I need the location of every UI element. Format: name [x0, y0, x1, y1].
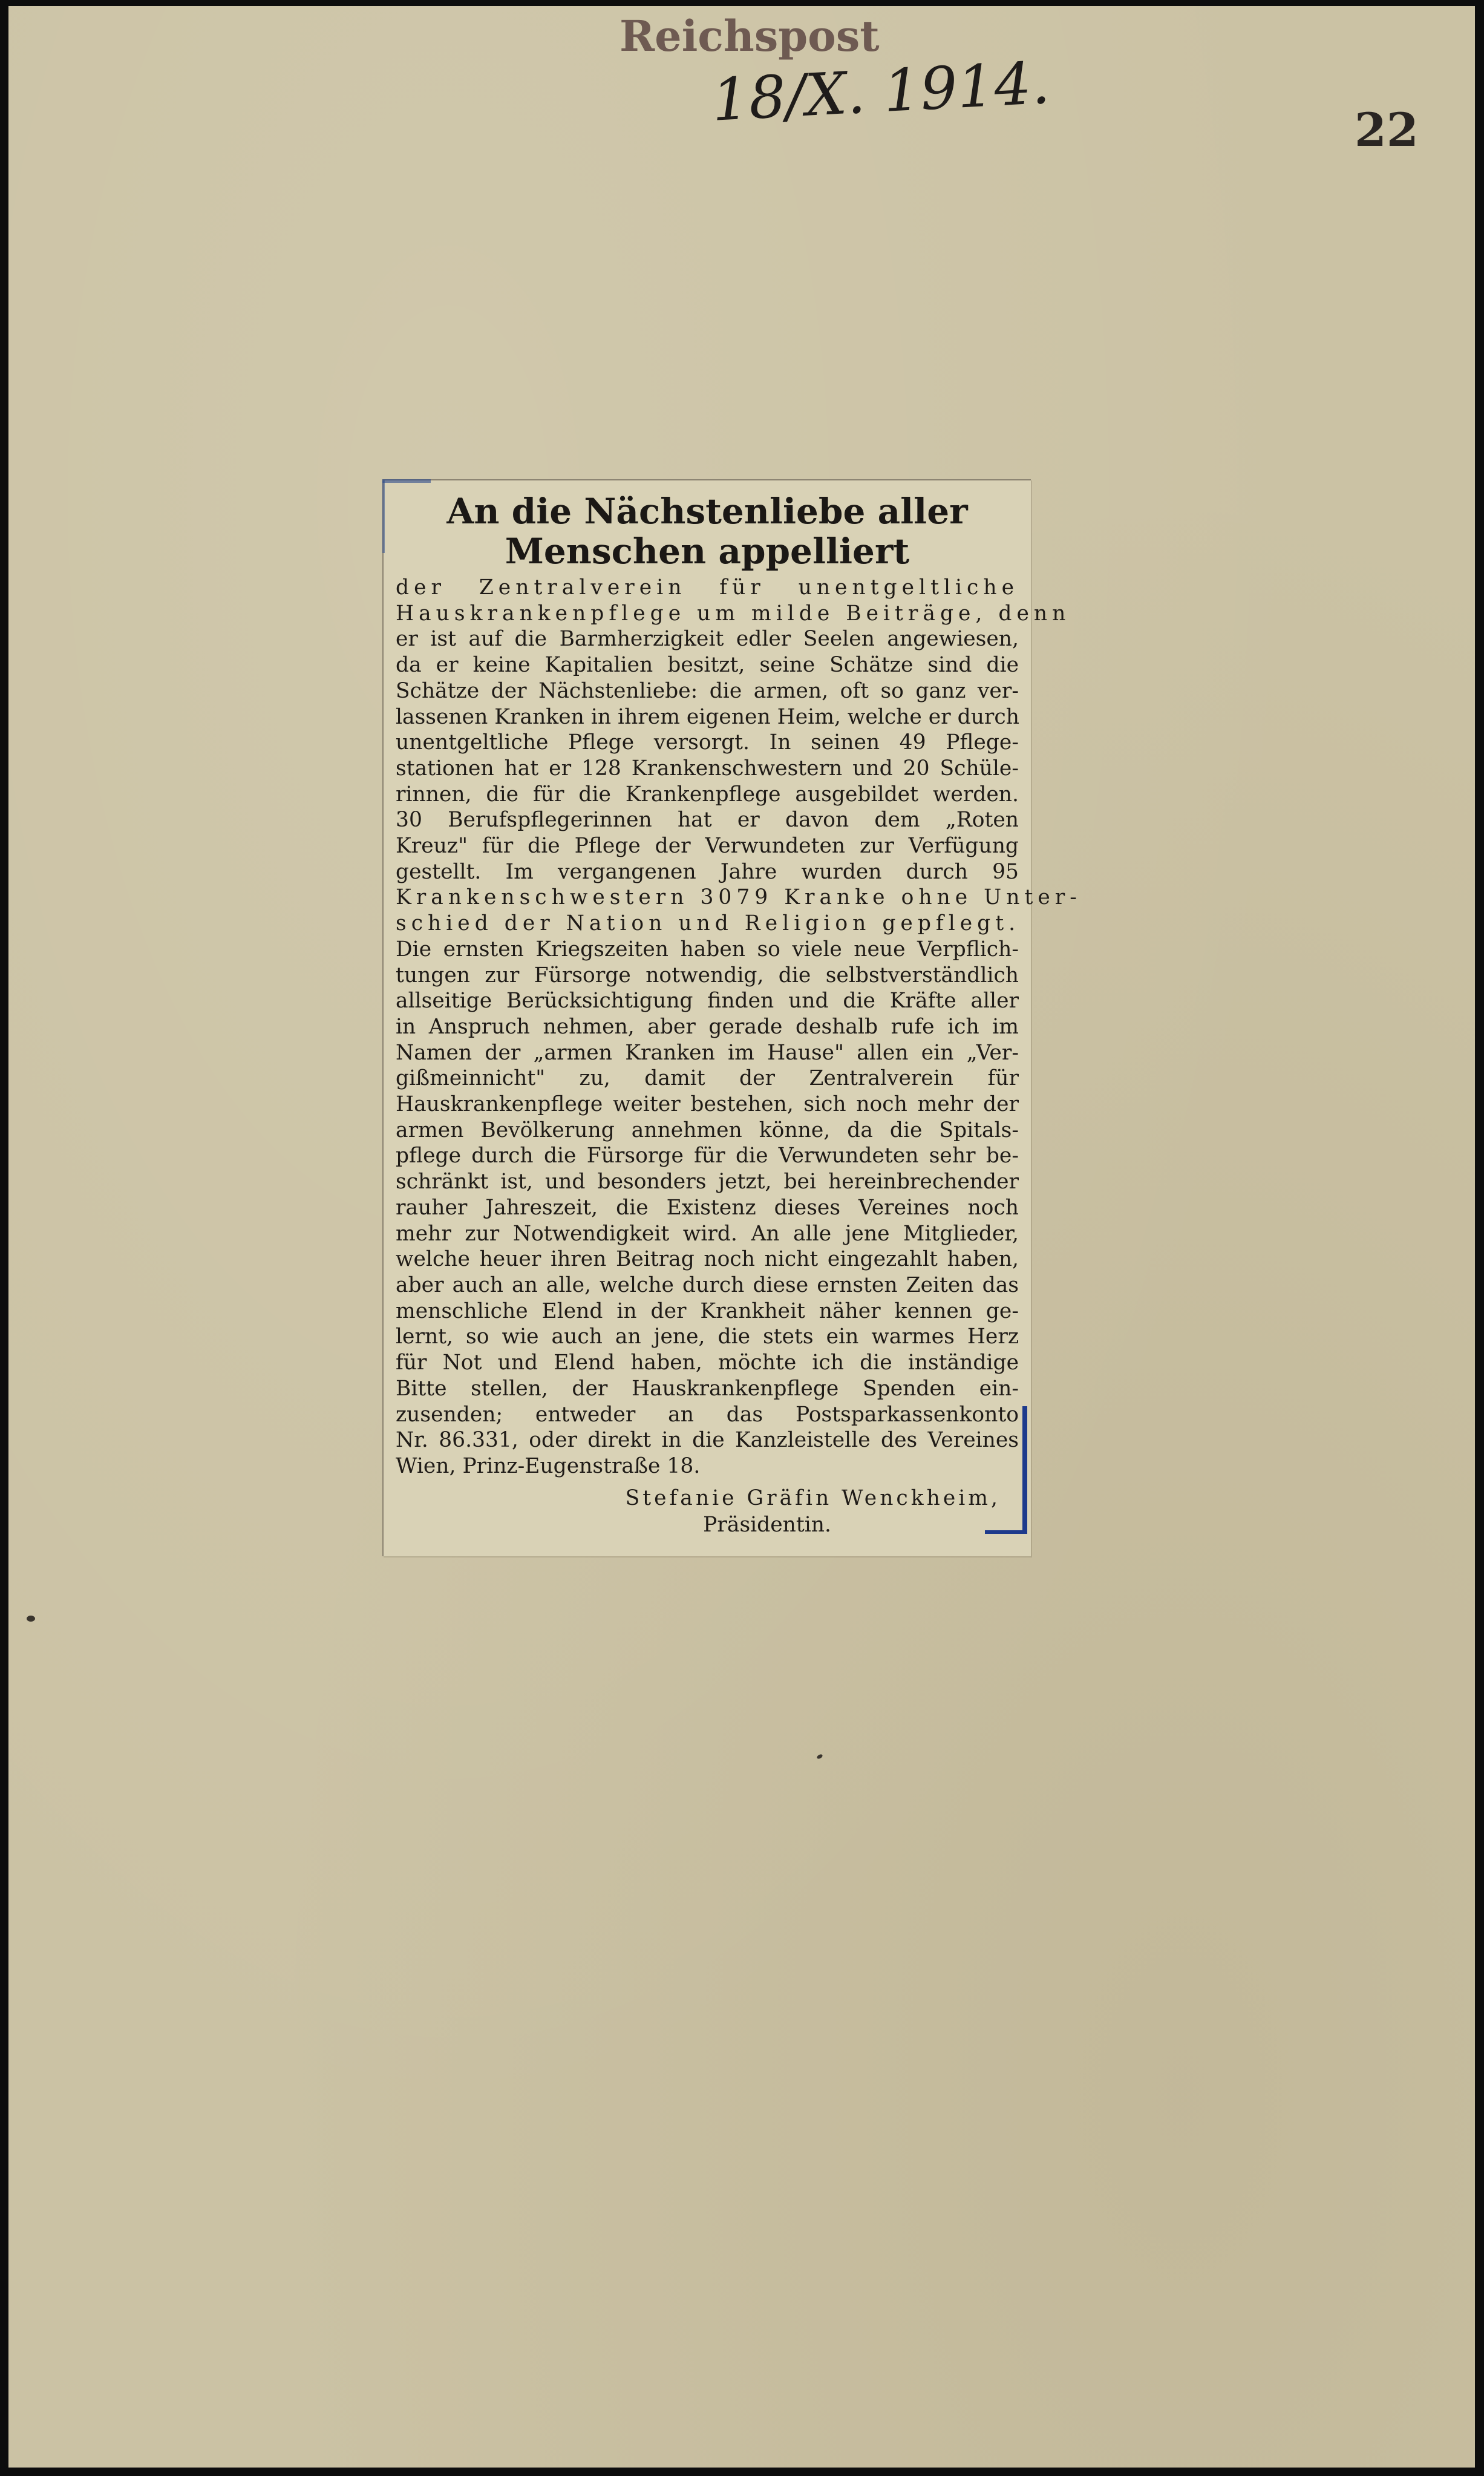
body-line: gißmeinnicht" zu, damit der Zentralverein für [396, 1066, 1019, 1091]
body-line: Namen der „armen Kranken im Hause" allen ein „Ver- [396, 1040, 1019, 1065]
body-line: gestellt. Im vergangenen Jahre wurden durch 95 [396, 859, 1019, 884]
blue-pencil-mark [985, 1530, 1027, 1534]
body-line: Schätze der Nächstenliebe: die armen, oft so ganz ver- [396, 678, 1019, 703]
page-number: 22 [1355, 103, 1419, 157]
body-line: zusenden; entweder an das Postsparkassenkonto [396, 1402, 1019, 1427]
body-line: der Zentralverein für unentgeltliche [396, 575, 1019, 600]
body-line: armen Bevölkerung annehmen könne, da die Spitals- [396, 1118, 1019, 1142]
body-line: stationen hat er 128 Krankenschwestern und 20 Schüle- [396, 756, 1019, 781]
body-line: Krankenschwestern 3079 Kranke ohne Unter- [396, 885, 1082, 910]
body-line: allseitige Berücksichtigung finden und die Kräfte aller [396, 989, 1019, 1014]
newspaper-source-stamp: Reichspost [619, 11, 880, 61]
body-line: da er keine Kapitalien besitzt, seine Schätze sind die [396, 653, 1019, 678]
body-line: lassenen Kranken in ihrem eigenen Heim, welche er durch [396, 704, 1019, 729]
article-headline [384, 491, 1031, 571]
body-line: tungen zur Fürsorge notwendig, die selbstverständlich [396, 963, 1019, 987]
body-line: mehr zur Notwendigkeit wird. An alle jene Mitglieder, [396, 1221, 1019, 1246]
body-line: rinnen, die für die Krankenpflege ausgebildet werden. [396, 782, 1019, 807]
body-line: er ist auf die Barmherzigkeit edler Seelen angewiesen, [396, 627, 1019, 652]
body-line: Wien, Prinz-Eugenstraße 18. [396, 1453, 701, 1478]
body-line: rauher Jahreszeit, die Existenz dieses Vereines noch [396, 1195, 1019, 1220]
archive-sheet [8, 6, 1475, 2468]
signature-title: Präsidentin. [703, 1513, 831, 1537]
body-line: aber auch an alle, welche durch diese ernsten Zeiten das [396, 1272, 1019, 1297]
headline-line: An die Nächstenliebe aller [446, 491, 968, 532]
body-line: Kreuz" für die Pflege der Verwundeten zur Verfügung [396, 834, 1019, 859]
blue-pencil-mark [1022, 1406, 1027, 1533]
signature-name: Stefanie Gräfin Wenckheim, [625, 1486, 1001, 1510]
body-line: schied der Nation und Religion gepflegt. [396, 911, 1021, 936]
paper-speck [816, 1754, 823, 1760]
paper-speck [27, 1616, 35, 1622]
blue-pencil-mark [382, 479, 431, 483]
body-line: pflege durch die Fürsorge für die Verwundeten sehr be- [396, 1144, 1019, 1168]
body-line: lernt, so wie auch an jene, die stets ein warmes Herz [396, 1325, 1019, 1349]
body-line: welche heuer ihren Beitrag noch nicht eingezahlt haben, [396, 1247, 1019, 1272]
body-line: Hauskrankenpflege weiter bestehen, sich noch mehr der [396, 1092, 1019, 1117]
body-line: Bitte stellen, der Hauskrankenpflege Spenden ein- [396, 1376, 1019, 1401]
body-line: in Anspruch nehmen, aber gerade deshalb rufe ich im [396, 1014, 1019, 1039]
newspaper-clipping [382, 479, 1082, 1556]
body-line: Die ernsten Kriegszeiten haben so viele neue Verpflich- [396, 937, 1019, 961]
body-line: menschliche Elend in der Krankheit näher kennen ge- [396, 1299, 1019, 1323]
body-line: Nr. 86.331, oder direkt in die Kanzleistelle des Vereines [396, 1428, 1019, 1453]
body-line: unentgeltliche Pflege versorgt. In seinen 49 Pflege- [396, 730, 1019, 755]
body-line: für Not und Elend haben, möchte ich die inständige [396, 1351, 1019, 1375]
body-line: 30 Berufspflegerinnen hat er davon dem „Roten [396, 808, 1019, 833]
body-line: schränkt ist, und besonders jetzt, bei hereinbrechender [396, 1170, 1019, 1194]
handwritten-date: 18/X. 1914. [710, 48, 1051, 134]
body-line: Hauskrankenpflege um milde Beiträge, denn [396, 601, 1071, 626]
article-body [396, 575, 1082, 1479]
headline-line: Menschen appelliert [505, 531, 910, 572]
